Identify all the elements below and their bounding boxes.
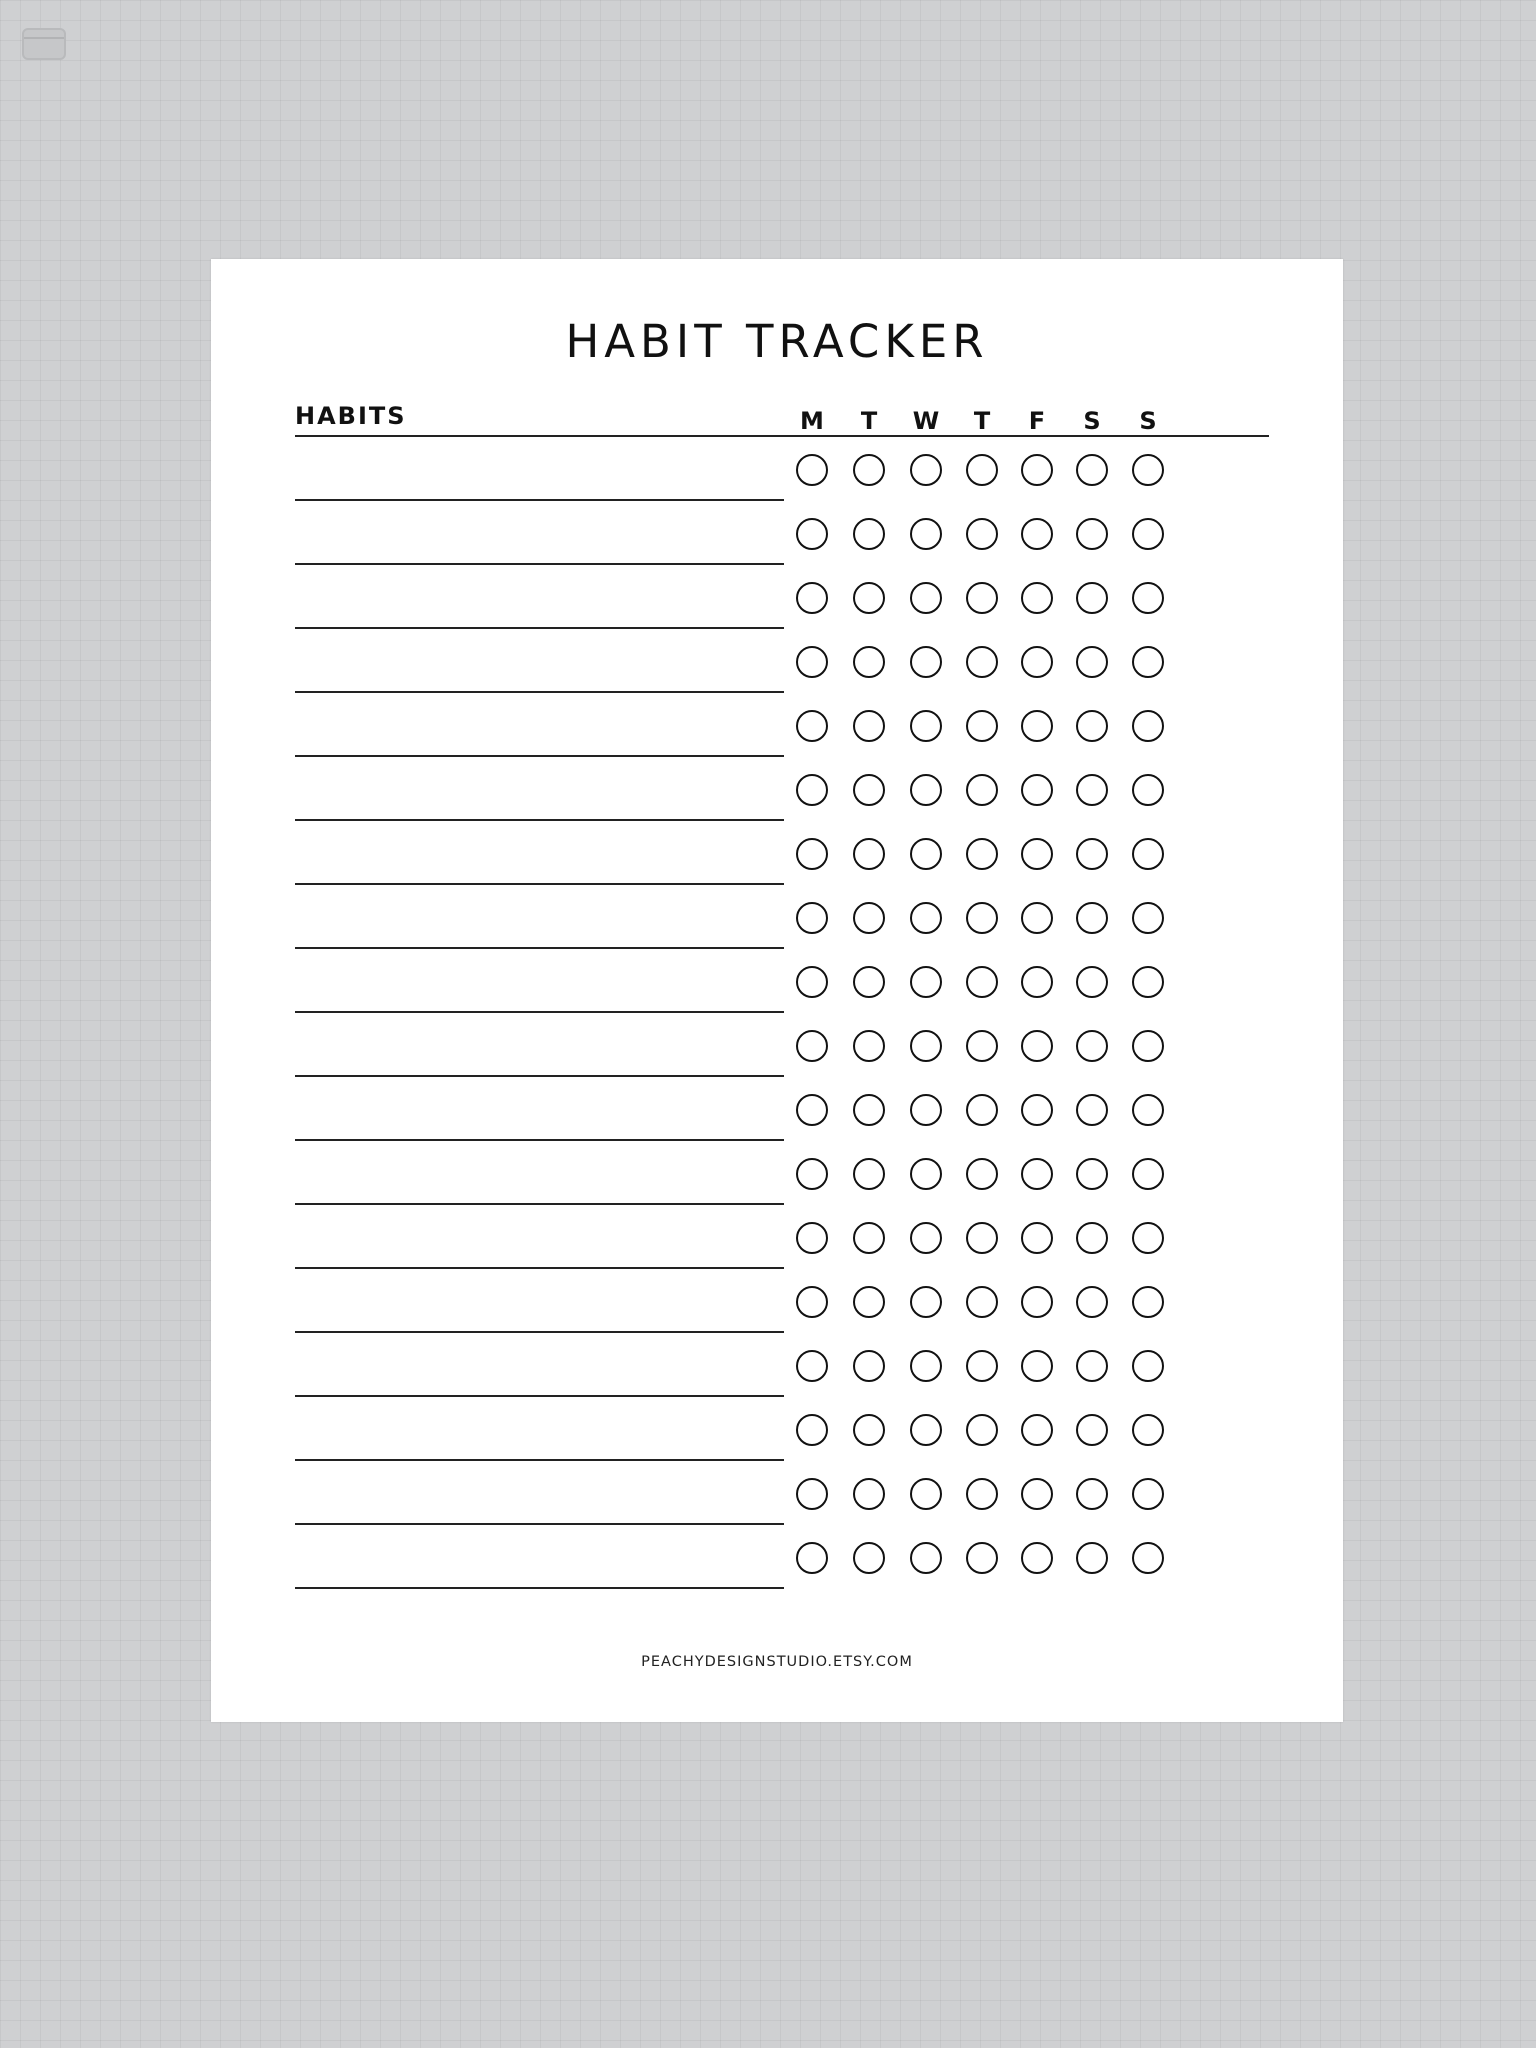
day-checkbox-circle[interactable]: [796, 1094, 828, 1126]
habit-name-field[interactable]: [295, 630, 784, 690]
day-checkbox-circle[interactable]: [1021, 966, 1053, 998]
day-checkbox-circle[interactable]: [1076, 1542, 1108, 1574]
day-checkbox-circle[interactable]: [796, 1286, 828, 1318]
day-checkbox-circle[interactable]: [1132, 710, 1164, 742]
day-checkbox-circle[interactable]: [1076, 1222, 1108, 1254]
day-checkbox-circle[interactable]: [853, 582, 885, 614]
day-header-4: F: [1028, 407, 1046, 435]
habit-name-field[interactable]: [295, 1206, 784, 1266]
day-checkbox-circle[interactable]: [1132, 1478, 1164, 1510]
habit-name-field[interactable]: [295, 1526, 784, 1586]
day-checkbox-circle[interactable]: [1076, 1286, 1108, 1318]
habit-write-line: [295, 1203, 784, 1205]
habit-name-field[interactable]: [295, 566, 784, 626]
day-checkbox-circle[interactable]: [966, 582, 998, 614]
day-checkbox-circle[interactable]: [853, 838, 885, 870]
day-checkbox-circle[interactable]: [853, 710, 885, 742]
habit-row: [295, 1398, 1275, 1462]
day-checkbox-circle[interactable]: [966, 1094, 998, 1126]
day-checkbox-circle[interactable]: [1076, 1414, 1108, 1446]
habit-name-field[interactable]: [295, 1462, 784, 1522]
day-checkbox-circle[interactable]: [910, 1286, 942, 1318]
day-checkbox-circle[interactable]: [1021, 1158, 1053, 1190]
day-header-2: W: [912, 407, 940, 435]
habit-row: [295, 1142, 1275, 1206]
day-checkbox-circle[interactable]: [1132, 1414, 1164, 1446]
habit-name-field[interactable]: [295, 758, 784, 818]
day-checkbox-circle[interactable]: [910, 1414, 942, 1446]
day-checkbox-circle[interactable]: [796, 710, 828, 742]
day-checkbox-circle[interactable]: [1021, 1286, 1053, 1318]
day-checkbox-circle[interactable]: [910, 1222, 942, 1254]
day-checkbox-circle[interactable]: [1076, 774, 1108, 806]
day-checkbox-circle[interactable]: [796, 966, 828, 998]
day-checkbox-circle[interactable]: [1076, 582, 1108, 614]
day-checkbox-circle[interactable]: [853, 774, 885, 806]
day-checkbox-circle[interactable]: [1021, 582, 1053, 614]
habit-write-line: [295, 1523, 784, 1525]
habit-write-line: [295, 1267, 784, 1269]
day-checkbox-circle[interactable]: [1132, 1094, 1164, 1126]
habit-row: [295, 438, 1275, 502]
habit-name-field[interactable]: [295, 1078, 784, 1138]
day-checkbox-circle[interactable]: [1132, 582, 1164, 614]
day-checkbox-circle[interactable]: [910, 838, 942, 870]
day-checkbox-circle[interactable]: [1076, 966, 1108, 998]
day-checkbox-circle[interactable]: [1076, 1094, 1108, 1126]
day-checkbox-circle[interactable]: [966, 1286, 998, 1318]
day-checkbox-circle[interactable]: [796, 1158, 828, 1190]
day-checkbox-circle[interactable]: [796, 518, 828, 550]
day-checkbox-circle[interactable]: [1132, 838, 1164, 870]
day-checkbox-circle[interactable]: [1132, 1222, 1164, 1254]
day-checkbox-circle[interactable]: [1021, 1414, 1053, 1446]
habit-name-field[interactable]: [295, 502, 784, 562]
habits-column-header: HABITS: [295, 402, 407, 430]
day-checkbox-circle[interactable]: [966, 1222, 998, 1254]
day-checkbox-circle[interactable]: [796, 1222, 828, 1254]
habit-row: [295, 1078, 1275, 1142]
habit-name-field[interactable]: [295, 822, 784, 882]
habit-row: [295, 502, 1275, 566]
day-checkbox-circle[interactable]: [966, 1350, 998, 1382]
page-title: HABIT TRACKER: [565, 315, 989, 368]
day-checkbox-circle[interactable]: [1021, 454, 1053, 486]
day-checkbox-circle[interactable]: [910, 1158, 942, 1190]
day-checkbox-circle[interactable]: [1021, 1094, 1053, 1126]
habit-write-line: [295, 499, 784, 501]
day-checkbox-circle[interactable]: [1076, 1478, 1108, 1510]
day-checkbox-circle[interactable]: [853, 1350, 885, 1382]
habit-write-line: [295, 1011, 784, 1013]
day-checkbox-circle[interactable]: [1076, 902, 1108, 934]
day-checkbox-circle[interactable]: [1076, 1350, 1108, 1382]
day-checkbox-circle[interactable]: [1021, 1222, 1053, 1254]
day-checkbox-circle[interactable]: [853, 1478, 885, 1510]
day-checkbox-circle[interactable]: [1021, 1030, 1053, 1062]
day-checkbox-circle[interactable]: [796, 1350, 828, 1382]
day-checkbox-circle[interactable]: [1076, 710, 1108, 742]
day-checkbox-circle[interactable]: [910, 1094, 942, 1126]
habit-write-line: [295, 755, 784, 757]
day-checkbox-circle[interactable]: [1021, 710, 1053, 742]
habit-name-field[interactable]: [295, 1398, 784, 1458]
day-checkbox-circle[interactable]: [966, 1158, 998, 1190]
day-checkbox-circle[interactable]: [966, 1414, 998, 1446]
habit-name-field[interactable]: [295, 886, 784, 946]
day-checkbox-circle[interactable]: [853, 966, 885, 998]
habit-name-field[interactable]: [295, 1334, 784, 1394]
day-checkbox-circle[interactable]: [1021, 1478, 1053, 1510]
habit-write-line: [295, 1587, 784, 1589]
habit-write-line: [295, 1139, 784, 1141]
habit-write-line: [295, 1395, 784, 1397]
footer-credit: PEACHYDESIGNSTUDIO.ETSY.COM: [641, 1654, 913, 1670]
habit-row: [295, 1334, 1275, 1398]
day-checkbox-circle[interactable]: [910, 966, 942, 998]
habit-row: [295, 886, 1275, 950]
sidebar-toggle-bar: [24, 37, 64, 39]
day-checkbox-circle[interactable]: [910, 646, 942, 678]
habit-write-line: [295, 563, 784, 565]
day-checkbox-circle[interactable]: [910, 710, 942, 742]
day-checkbox-circle[interactable]: [910, 518, 942, 550]
day-header-3: T: [973, 407, 991, 435]
day-header-6: S: [1139, 407, 1157, 435]
habit-write-line: [295, 883, 784, 885]
day-checkbox-circle[interactable]: [853, 1542, 885, 1574]
day-checkbox-circle[interactable]: [966, 518, 998, 550]
day-checkbox-circle[interactable]: [853, 1222, 885, 1254]
day-checkbox-circle[interactable]: [1021, 838, 1053, 870]
habit-write-line: [295, 1075, 784, 1077]
day-checkbox-circle[interactable]: [966, 1478, 998, 1510]
habit-name-field[interactable]: [295, 1270, 784, 1330]
day-checkbox-circle[interactable]: [966, 1542, 998, 1574]
habit-write-line: [295, 691, 784, 693]
habit-name-field[interactable]: [295, 1142, 784, 1202]
habit-row: [295, 1462, 1275, 1526]
day-checkbox-circle[interactable]: [1132, 646, 1164, 678]
day-checkbox-circle[interactable]: [966, 454, 998, 486]
day-checkbox-circle[interactable]: [966, 902, 998, 934]
habit-name-field[interactable]: [295, 1014, 784, 1074]
day-checkbox-circle[interactable]: [1132, 902, 1164, 934]
day-checkbox-circle[interactable]: [796, 1414, 828, 1446]
habit-name-field[interactable]: [295, 950, 784, 1010]
habit-row: [295, 694, 1275, 758]
day-checkbox-circle[interactable]: [853, 1030, 885, 1062]
habit-row: [295, 1014, 1275, 1078]
day-checkbox-circle[interactable]: [796, 902, 828, 934]
day-checkbox-circle[interactable]: [853, 1094, 885, 1126]
day-checkbox-circle[interactable]: [853, 1414, 885, 1446]
sidebar-toggle-icon[interactable]: [22, 28, 66, 60]
habit-write-line: [295, 1331, 784, 1333]
day-checkbox-circle[interactable]: [853, 646, 885, 678]
day-header-0: M: [800, 407, 824, 435]
day-checkbox-circle[interactable]: [1132, 1030, 1164, 1062]
habit-name-field[interactable]: [295, 694, 784, 754]
day-checkbox-circle[interactable]: [1132, 1350, 1164, 1382]
day-checkbox-circle[interactable]: [1132, 966, 1164, 998]
habit-row: [295, 950, 1275, 1014]
day-checkbox-circle[interactable]: [1021, 902, 1053, 934]
day-checkbox-circle[interactable]: [966, 774, 998, 806]
day-checkbox-circle[interactable]: [853, 902, 885, 934]
habit-row: [295, 758, 1275, 822]
habit-write-line: [295, 1459, 784, 1461]
day-checkbox-circle[interactable]: [1021, 1350, 1053, 1382]
day-checkbox-circle[interactable]: [1021, 518, 1053, 550]
day-checkbox-circle[interactable]: [966, 838, 998, 870]
day-checkbox-circle[interactable]: [796, 582, 828, 614]
day-checkbox-circle[interactable]: [910, 1542, 942, 1574]
day-checkbox-circle[interactable]: [910, 1478, 942, 1510]
day-checkbox-circle[interactable]: [1132, 454, 1164, 486]
day-checkbox-circle[interactable]: [966, 1030, 998, 1062]
day-checkbox-circle[interactable]: [910, 1030, 942, 1062]
day-checkbox-circle[interactable]: [1132, 518, 1164, 550]
day-checkbox-circle[interactable]: [796, 774, 828, 806]
day-checkbox-circle[interactable]: [853, 1286, 885, 1318]
day-checkbox-circle[interactable]: [796, 1478, 828, 1510]
day-header-5: S: [1083, 407, 1101, 435]
day-checkbox-circle[interactable]: [1132, 1286, 1164, 1318]
habit-write-line: [295, 947, 784, 949]
day-checkbox-circle[interactable]: [1076, 518, 1108, 550]
day-checkbox-circle[interactable]: [966, 966, 998, 998]
day-checkbox-circle[interactable]: [1076, 1030, 1108, 1062]
day-checkbox-circle[interactable]: [910, 902, 942, 934]
day-checkbox-circle[interactable]: [966, 710, 998, 742]
habit-write-line: [295, 819, 784, 821]
day-checkbox-circle[interactable]: [910, 582, 942, 614]
day-checkbox-circle[interactable]: [1132, 774, 1164, 806]
day-checkbox-circle[interactable]: [796, 1542, 828, 1574]
day-checkbox-circle[interactable]: [1021, 774, 1053, 806]
day-checkbox-circle[interactable]: [910, 774, 942, 806]
habit-row: [295, 1270, 1275, 1334]
day-checkbox-circle[interactable]: [1021, 646, 1053, 678]
day-checkbox-circle[interactable]: [1076, 838, 1108, 870]
day-checkbox-circle[interactable]: [1132, 1542, 1164, 1574]
day-checkbox-circle[interactable]: [966, 646, 998, 678]
day-checkbox-circle[interactable]: [1076, 646, 1108, 678]
day-checkbox-circle[interactable]: [853, 1158, 885, 1190]
day-checkbox-circle[interactable]: [1132, 1158, 1164, 1190]
habit-row: [295, 822, 1275, 886]
habit-row: [295, 630, 1275, 694]
day-checkbox-circle[interactable]: [853, 518, 885, 550]
day-checkbox-circle[interactable]: [796, 1030, 828, 1062]
habit-row: [295, 1526, 1275, 1590]
day-header-1: T: [860, 407, 878, 435]
header-divider: [295, 435, 1269, 437]
day-checkbox-circle[interactable]: [1076, 1158, 1108, 1190]
day-checkbox-circle[interactable]: [910, 1350, 942, 1382]
day-checkbox-circle[interactable]: [796, 838, 828, 870]
day-checkbox-circle[interactable]: [910, 454, 942, 486]
day-checkbox-circle[interactable]: [1076, 454, 1108, 486]
habit-row: [295, 566, 1275, 630]
habit-tracker-page: [211, 259, 1343, 1722]
day-checkbox-circle[interactable]: [796, 646, 828, 678]
day-checkbox-circle[interactable]: [853, 454, 885, 486]
habit-name-field[interactable]: [295, 438, 784, 498]
habit-write-line: [295, 627, 784, 629]
day-checkbox-circle[interactable]: [1021, 1542, 1053, 1574]
day-checkbox-circle[interactable]: [796, 454, 828, 486]
habit-row: [295, 1206, 1275, 1270]
